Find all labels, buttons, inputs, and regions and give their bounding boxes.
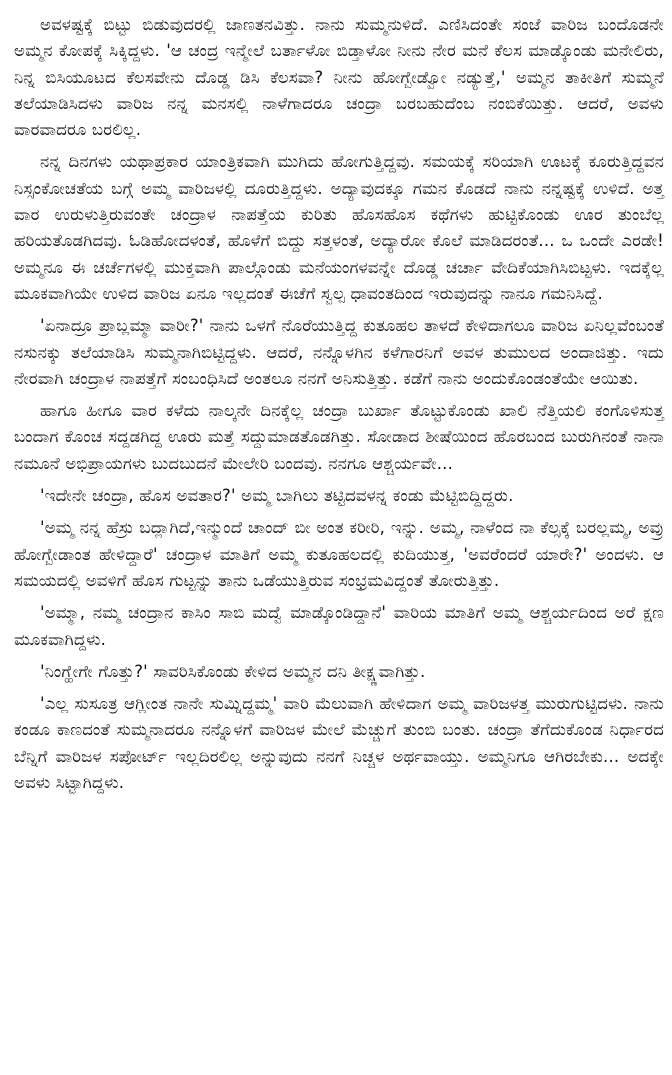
paragraph-3: 'ಏನಾದ್ರೂ ಪ್ರಾಬ್ಲಮ್ಮಾ ವಾರೀ?' ನಾನು ಒಳಗೆ ನೊರೆಯುತ್ತಿದ್ದ ಕುತೂಹಲ ತಾಳದೆ ಕೇಳಿದಾಗಲೂ ವಾರಿಜ ಏನಿಲ್ಲವೆಂಬಂತೆ ನಸುನಕ್ಕು ತಲೆಯಾಡಿಸಿ ಸುಮ್ಮನಾಗಿಬಿಟ್ಟಿದ್ದಳು. ಆದರೆ, ನನ್ನೊಳಗಿನ ಕಳೆಗಾರನಿಗೆ ಅವಳ ತುಮುಲದ ಅಂದಾಜಿತ್ತು. ಇದು ನೇರವಾಗಿ ಚಂದ್ರಾಳ ನಾಪತ್ತೆಗೆ ಸಂಬಂಧಿಸಿದೆ ಅಂತಲೂ ನನಗೆ ಅನಿಸುತ್ತಿತ್ತು. ಕಡೆಗೆ ನಾನು ಅಂದುಕೊಂಡಂತೆಯೇ ಆಯಿತು. <box>14 316 664 388</box>
paragraph-2: ನನ್ನ ದಿನಗಳು ಯಥಾಪ್ರಕಾರ ಯಾಂತ್ರಿಕವಾಗಿ ಮುಗಿದು ಹೋಗುತ್ತಿದ್ದವು. ಸಮಯಕ್ಕೆ ಸರಿಯಾಗಿ ಊಟಕ್ಕೆ ಕೂರುತ್ತಿದ್ದವನ ನಿಸ್ಸಂಕೋಚತೆಯ ಬಗ್ಗೆ ಅಮ್ಮ ವಾರಿಜಳಲ್ಲಿ ದೂರುತ್ತಿದ್ದಳು. ಅದ್ಯಾವುದಕ್ಕೂ ಗಮನ ಕೊಡದೆ ನಾನು ನನ್ನಷ್ಟಕ್ಕೆ ಉಳಿದೆ. ಅತ್ತ ವಾರ ಉರುಳುತ್ತಿರುವಂತೇ ಚಂದ್ರಾಳ ನಾಪತ್ತೆಯ ಕುರಿತು ಹೊಸಹೊಸ ಕಥೆಗಳು ಹುಟ್ಟಿಕೊಂಡು ಊರ ತುಂಬೆಲ್ಲ ಹರಿಯತೊಡಗಿದವು. ಓಡಿಹೋದಳಂತೆ, ಹೊಳೆಗೆ ಬಿದ್ದು ಸತ್ತಳಂತೆ, ಅದ್ಯಾರೋ ಕೊಲೆ ಮಾಡಿದರಂತೆ... ಒ ಒಂದೇ ಎರಡೇ! ಅಮ್ಮನೂ ಈ ಚರ್ಚೆಗಳಲ್ಲಿ ಮುಕ್ತವಾಗಿ ಪಾಲ್ಗೊಂಡು ಮನೆಯಂಗಳವನ್ನೇ ದೊಡ್ಡ ಚರ್ಚಾ ವೇದಿಕೆಯಾಗಿಸಿಬಿಟ್ಟಳು. ಇದಕ್ಕೆಲ್ಲ ಮೂಕವಾಗಿಯೇ ಉಳಿದ ವಾರಿಜ ಏನೂ ಇಲ್ಲದಂತೆ ಈಚೆಗೆ ಸ್ವಲ್ಪ ಧಾವಂತದಿಂದ ಇರುವುದನ್ನು ನಾನೂ ಗಮನಿಸಿದ್ದೆ. <box>14 152 664 303</box>
paragraph-4: ಹಾಗೂ ಹೀಗೂ ವಾರ ಕಳೆದು ನಾಲ್ಕನೇ ದಿನಕ್ಕೆಲ್ಲ ಚಂದ್ರಾ ಬುರ್ಖಾ ತೊಟ್ಟುಕೊಂಡು ಖಾಲಿ ನೆತ್ತಿಯಲಿ ಕಂಗೊಳಿಸುತ್ತ ಬಂದಾಗ ಕೊಂಚ ಸದ್ದಡಗಿದ್ದ ಊರು ಮತ್ತೆ ಸದ್ದುಮಾಡತೊಡಗಿತ್ತು. ಸೋಡಾದ ಶೀಷೆಯಿಂದ ಹೊರಬಂದ ಬುರುಗಿನಂತೆ ನಾನಾ ನಮೂನೆ ಅಭಿಪ್ರಾಯಗಳು ಬುದಬುದನೆ ಮೇಲೇರಿ ಬಂದವು. ನನಗೂ ಆಶ್ಚರ್ಯವೇ... <box>14 401 664 473</box>
paragraph-9: 'ಎಲ್ಲ ಸುಸೂತ್ರ ಆಗ್ಲೀಂತ ನಾನೇ ಸುಮ್ನಿದ್ದಮ್ಮ' ವಾರಿ ಮೆಲುವಾಗಿ ಹೇಳಿದಾಗ ಅಮ್ಮ ವಾರಿಜಳತ್ತ ಮುರುಗುಟ್ಟಿದಳು. ನಾನು ಕಂಡೂ ಕಾಣದಂತೆ ಸುಮ್ಮನಾದರೂ ನನ್ನೊಳಗೆ ವಾರಿಜಳ ಮೇಲೆ ಮೆಚ್ಚುಗೆ ತುಂಬಿ ಬಂತು. ಚಂದ್ರಾ ತೆಗೆದುಕೊಂಡ ನಿರ್ಧಾರದ ಬೆನ್ನಿಗೆ ವಾರಿಜಳ ಸಪೋರ್ಟ್ ಇಲ್ಲದಿರಲಿಲ್ಲ ಅನ್ನುವುದು ನನಗೆ ನಿಚ್ಚಳ ಅರ್ಥವಾಯ್ತು. ಅಮ್ಮನಿಗೂ ಆಗಿರಬೇಕು... ಅದಕ್ಕೇ ಅವಳು ಸಿಟ್ಟಾಗಿದ್ದಳು. <box>14 694 664 793</box>
story-page <box>14 12 664 802</box>
paragraph-7: 'ಅಮ್ಮಾ, ನಮ್ಮ ಚಂದ್ರಾನ ಕಾಸಿಂ ಸಾಬಿ ಮದ್ವೆ ಮಾಡ್ಕೊಂಡಿದ್ದಾನೆ' ವಾರಿಯ ಮಾತಿಗೆ ಅಮ್ಮ ಆಶ್ಚರ್ಯದಿಂದ ಅರೆ ಕ್ಷಣ ಮೂಕವಾಗಿದ್ದಳು. <box>14 603 664 649</box>
paragraph-5: 'ಇದೇನೇ ಚಂದ್ರಾ, ಹೊಸ ಅವತಾರ?' ಅಮ್ಮ ಬಾಗಿಲು ತಟ್ಟಿದವಳನ್ನ ಕಂಡು ಮೆಟ್ಟಿಬಿದ್ದಿದ್ದರು. <box>40 486 514 506</box>
paragraph-6: 'ಅಮ್ಮ ನನ್ನ ಹೆಸ್ರು ಬದ್ಲಾಗಿದೆ,ಇನ್ಮುಂದೆ ಚಾಂದ್ ಬೀ ಅಂತ ಕರೀರಿ, ಇನ್ನು. ಅಮ್ಮ, ನಾಳೆಂದ ನಾ ಕೆಲ್ಸಕ್ಕೆ ಬರಲ್ಲಮ್ಮ, ಅವ್ರು ಹೋಗ್ಬೇಡಾಂತ ಹೇಳಿದ್ದಾರೆ' ಚಂದ್ರಾಳ ಮಾತಿಗೆ ಅಮ್ಮ ಕುತೂಹಲದಲ್ಲಿ ಕುದಿಯುತ್ತ, 'ಅವರೆಂದರೆ ಯಾರೇ?' ಅಂದಳು. ಆ ಸಮಯದಲ್ಲಿ ಅವಳಿಗೆ ಹೊಸ ಗುಟ್ಟನ್ನು ತಾನು ಒಡೆಯುತ್ತಿರುವ ಸಂಭ್ರಮವಿದ್ದಂತೆ ತೋರುತ್ತಿತ್ತು. <box>14 518 664 590</box>
paragraph-1: ಅವಳಷ್ಟಕ್ಕೆ ಬಿಟ್ಟು ಬಿಡುವುದರಲ್ಲಿ ಜಾಣತನವಿತ್ತು. ನಾನು ಸುಮ್ಮನುಳಿದೆ. ಎಣಿಸಿದಂತೇ ಸಂಜೆ ವಾರಿಜ ಬಂದೊಡನೇ ಅಮ್ಮನ ಕೋಪಕ್ಕೆ ಸಿಕ್ಕಿದ್ದಳು. 'ಆ ಚಂದ್ರ ಇನ್ಮೇಲೆ ಬರ್ತಾಳೋ ಬಿಡ್ತಾಳೋ ನೀನು ನೇರ ಮನೆ ಕೆಲಸ ಮಾಡ್ಕೊಂಡು ಮನೇಲಿರು, ನಿನ್ನ ಬಿಸಿಯೂಟದ ಕೆಲಸವೇನು ದೊಡ್ಡ ಡಿಸಿ ಕೆಲಸವಾ? ನೀನು ಹೋಗ್ಬೇಡ್ವೋ ನಡ್ಯುತ್ತೆ,' ಅಮ್ಮನ ತಾಕೀತಿಗೆ ಸುಮ್ಮನೆ ತಲೆಯಾಡಿಸಿದಳು ವಾರಿಜ ನನ್ನ ಮನಸಲ್ಲಿ ನಾಳೆಗಾದರೂ ಚಂದ್ರಾ ಬರಬಹುದೆಂಬ ನಂಬಿಕೆಯಿತ್ತು. ಆದರೆ, ಅವಳು ವಾರವಾದರೂ ಬರಲಿಲ್ಲ. <box>14 15 664 140</box>
paragraph-8: 'ನಿಂಗ್ಹೇಗೇ ಗೊತ್ತು?' ಸಾವರಿಸಿಕೊಂಡು ಕೇಳಿದ ಅಮ್ಮನ ದನಿ ತೀಕ್ಷ್ಣವಾಗಿತ್ತು. <box>40 661 426 681</box>
